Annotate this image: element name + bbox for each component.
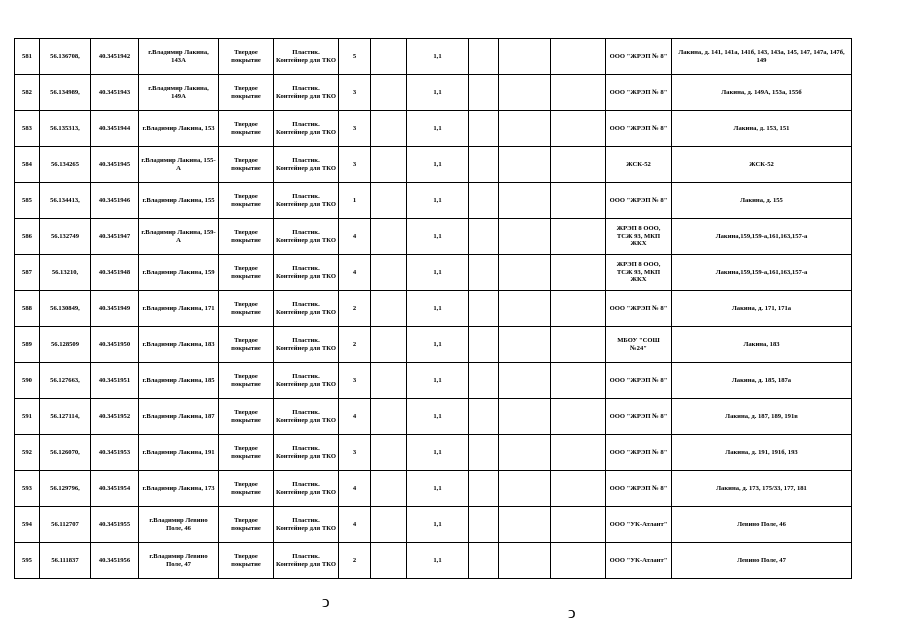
latitude-cell: 56.127663, [40, 363, 91, 399]
table-row [15, 219, 852, 255]
volume-cell: 1,1 [407, 75, 469, 111]
empty-cell [469, 75, 499, 111]
volume-cell: 1,1 [407, 399, 469, 435]
longitude-cell: 40.3451956 [91, 543, 139, 579]
empty-cell [499, 255, 551, 291]
table-row [15, 39, 852, 75]
empty-cell [551, 327, 606, 363]
container-count-cell: 3 [339, 435, 371, 471]
waste-sources-cell: Лакина, д. 187, 189, 191в [672, 399, 852, 435]
container-count-cell: 2 [339, 291, 371, 327]
empty-cell [499, 507, 551, 543]
longitude-cell: 40.3451951 [91, 363, 139, 399]
empty-cell [371, 219, 407, 255]
container-type-cell: Пластик. Контейнер для ТКО [274, 507, 339, 543]
longitude-cell: 40.3451954 [91, 471, 139, 507]
empty-cell [499, 471, 551, 507]
latitude-cell: 56.128509 [40, 327, 91, 363]
table-row [15, 327, 852, 363]
address-cell: г.Владимир Лакина, 187 [139, 399, 219, 435]
address-cell: г.Владимир Лакина, 173 [139, 471, 219, 507]
waste-sources-cell: Лакина, д. 141, 141а, 141б, 143, 143а, 145, 147, 147а, 147б, 149 [672, 39, 852, 75]
longitude-cell: 40.3451950 [91, 327, 139, 363]
volume-cell: 1,1 [407, 471, 469, 507]
container-count-cell: 3 [339, 147, 371, 183]
volume-cell: 1,1 [407, 543, 469, 579]
empty-cell [551, 399, 606, 435]
empty-cell [499, 543, 551, 579]
surface-cell: Твердое покрытие [219, 255, 274, 291]
container-count-cell: 4 [339, 399, 371, 435]
row-number: 583 [15, 111, 40, 147]
empty-cell [469, 327, 499, 363]
waste-sources-cell: Лакина, д. 185, 187а [672, 363, 852, 399]
empty-cell [371, 543, 407, 579]
container-count-cell: 4 [339, 219, 371, 255]
row-number: 588 [15, 291, 40, 327]
empty-cell [371, 435, 407, 471]
surface-cell: Твердое покрытие [219, 363, 274, 399]
waste-sources-cell: Лакина, д. 149А, 153а, 155б [672, 75, 852, 111]
empty-cell [469, 219, 499, 255]
owner-cell: ООО "ЖРЭП № 8" [606, 363, 672, 399]
scan-mark-right: ↄ [568, 603, 576, 622]
empty-cell [371, 111, 407, 147]
empty-cell [499, 219, 551, 255]
latitude-cell: 56.134265 [40, 147, 91, 183]
empty-cell [371, 291, 407, 327]
empty-cell [499, 183, 551, 219]
longitude-cell: 40.3451946 [91, 183, 139, 219]
address-cell: г.Владимир Лакина, 155-А [139, 147, 219, 183]
table-row [15, 507, 852, 543]
empty-cell [499, 435, 551, 471]
surface-cell: Твердое покрытие [219, 507, 274, 543]
empty-cell [551, 363, 606, 399]
container-count-cell: 3 [339, 111, 371, 147]
owner-cell: ООО "ЖРЭП № 8" [606, 75, 672, 111]
volume-cell: 1,1 [407, 435, 469, 471]
container-type-cell: Пластик. Контейнер для ТКО [274, 363, 339, 399]
table-row [15, 363, 852, 399]
latitude-cell: 56.13210, [40, 255, 91, 291]
table-row [15, 147, 852, 183]
owner-cell: ООО "ЖРЭП № 8" [606, 39, 672, 75]
empty-cell [499, 327, 551, 363]
empty-cell [499, 399, 551, 435]
address-cell: г.Владимир Левино Поле, 47 [139, 543, 219, 579]
latitude-cell: 56.136708, [40, 39, 91, 75]
latitude-cell: 56.126070, [40, 435, 91, 471]
latitude-cell: 56.111837 [40, 543, 91, 579]
owner-cell: ООО "ЖРЭП № 8" [606, 435, 672, 471]
empty-cell [499, 291, 551, 327]
longitude-cell: 40.3451942 [91, 39, 139, 75]
container-type-cell: Пластик. Контейнер для ТКО [274, 471, 339, 507]
waste-sources-cell: Лакина,159,159-а,161,163,157-а [672, 255, 852, 291]
waste-sources-cell: Левино Поле, 46 [672, 507, 852, 543]
latitude-cell: 56.129796, [40, 471, 91, 507]
volume-cell: 1,1 [407, 111, 469, 147]
address-cell: г.Владимир Лакина, 149А [139, 75, 219, 111]
empty-cell [469, 183, 499, 219]
empty-cell [551, 507, 606, 543]
longitude-cell: 40.3451949 [91, 291, 139, 327]
container-count-cell: 4 [339, 507, 371, 543]
surface-cell: Твердое покрытие [219, 75, 274, 111]
row-number: 582 [15, 75, 40, 111]
container-type-cell: Пластик. Контейнер для ТКО [274, 399, 339, 435]
volume-cell: 1,1 [407, 183, 469, 219]
table-row [15, 543, 852, 579]
row-number: 592 [15, 435, 40, 471]
volume-cell: 1,1 [407, 291, 469, 327]
empty-cell [499, 111, 551, 147]
volume-cell: 1,1 [407, 507, 469, 543]
empty-cell [499, 39, 551, 75]
row-number: 591 [15, 399, 40, 435]
volume-cell: 1,1 [407, 255, 469, 291]
table-row [15, 471, 852, 507]
container-count-cell: 5 [339, 39, 371, 75]
empty-cell [499, 75, 551, 111]
container-count-cell: 1 [339, 183, 371, 219]
longitude-cell: 40.3451955 [91, 507, 139, 543]
volume-cell: 1,1 [407, 327, 469, 363]
latitude-cell: 56.135313, [40, 111, 91, 147]
address-cell: г.Владимир Лакина, 183 [139, 327, 219, 363]
empty-cell [469, 39, 499, 75]
table-row [15, 399, 852, 435]
longitude-cell: 40.3451943 [91, 75, 139, 111]
empty-cell [551, 75, 606, 111]
empty-cell [371, 363, 407, 399]
address-cell: г.Владимир Лакина, 155 [139, 183, 219, 219]
empty-cell [551, 183, 606, 219]
empty-cell [469, 363, 499, 399]
empty-cell [551, 435, 606, 471]
row-number: 595 [15, 543, 40, 579]
volume-cell: 1,1 [407, 147, 469, 183]
table-row [15, 435, 852, 471]
surface-cell: Твердое покрытие [219, 471, 274, 507]
waste-sources-cell: Лакина, д. 171, 171а [672, 291, 852, 327]
surface-cell: Твердое покрытие [219, 39, 274, 75]
empty-cell [371, 471, 407, 507]
empty-cell [551, 111, 606, 147]
empty-cell [469, 435, 499, 471]
latitude-cell: 56.127114, [40, 399, 91, 435]
address-cell: г.Владимир Лакина, 185 [139, 363, 219, 399]
container-count-cell: 4 [339, 471, 371, 507]
address-cell: г.Владимир Лакина, 159-А [139, 219, 219, 255]
waste-sources-cell: Лакина, д. 191, 191б, 193 [672, 435, 852, 471]
row-number: 587 [15, 255, 40, 291]
longitude-cell: 40.3451944 [91, 111, 139, 147]
row-number: 586 [15, 219, 40, 255]
container-type-cell: Пластик. Контейнер для ТКО [274, 435, 339, 471]
empty-cell [371, 255, 407, 291]
empty-cell [551, 543, 606, 579]
longitude-cell: 40.3451952 [91, 399, 139, 435]
container-type-cell: Пластик. Контейнер для ТКО [274, 39, 339, 75]
owner-cell: ООО "ЖРЭП № 8" [606, 291, 672, 327]
row-number: 589 [15, 327, 40, 363]
table-row [15, 111, 852, 147]
waste-sources-cell: Лакина, д. 153, 151 [672, 111, 852, 147]
row-number: 584 [15, 147, 40, 183]
empty-cell [469, 507, 499, 543]
waste-sources-cell: Левино Поле, 47 [672, 543, 852, 579]
container-count-cell: 2 [339, 543, 371, 579]
waste-sources-cell: Лакина, д. 173, 175/33, 177, 181 [672, 471, 852, 507]
volume-cell: 1,1 [407, 39, 469, 75]
owner-cell: ЖРЭП 8 ООО, ТСЖ 93, МКП ЖКХ [606, 219, 672, 255]
empty-cell [551, 255, 606, 291]
container-count-cell: 4 [339, 255, 371, 291]
empty-cell [371, 507, 407, 543]
owner-cell: ООО "ЖРЭП № 8" [606, 399, 672, 435]
row-number: 585 [15, 183, 40, 219]
table-row [15, 291, 852, 327]
latitude-cell: 56.134413, [40, 183, 91, 219]
owner-cell: ЖСК-52 [606, 147, 672, 183]
container-type-cell: Пластик. Контейнер для ТКО [274, 111, 339, 147]
empty-cell [551, 147, 606, 183]
owner-cell: ООО "ЖРЭП № 8" [606, 183, 672, 219]
container-type-cell: Пластик. Контейнер для ТКО [274, 75, 339, 111]
owner-cell: ООО "ЖРЭП № 8" [606, 111, 672, 147]
waste-sources-cell: Лакина, 183 [672, 327, 852, 363]
waste-sources-cell: ЖСК-52 [672, 147, 852, 183]
longitude-cell: 40.3451948 [91, 255, 139, 291]
address-cell: г.Владимир Лакина, 159 [139, 255, 219, 291]
surface-cell: Твердое покрытие [219, 291, 274, 327]
empty-cell [499, 363, 551, 399]
row-number: 593 [15, 471, 40, 507]
surface-cell: Твердое покрытие [219, 183, 274, 219]
container-type-cell: Пластик. Контейнер для ТКО [274, 183, 339, 219]
owner-cell: МБОУ "СОШ №24" [606, 327, 672, 363]
empty-cell [469, 111, 499, 147]
waste-sources-cell: Лакина,159,159-а,161,163,157-а [672, 219, 852, 255]
empty-cell [371, 183, 407, 219]
table-row [15, 75, 852, 111]
container-type-cell: Пластик. Контейнер для ТКО [274, 543, 339, 579]
latitude-cell: 56.130849, [40, 291, 91, 327]
table-row [15, 255, 852, 291]
waste-sources-cell: Лакина, д. 155 [672, 183, 852, 219]
owner-cell: ООО "УК-Атлант" [606, 543, 672, 579]
surface-cell: Твердое покрытие [219, 399, 274, 435]
empty-cell [469, 543, 499, 579]
container-type-cell: Пластик. Контейнер для ТКО [274, 291, 339, 327]
empty-cell [469, 291, 499, 327]
owner-cell: ООО "ЖРЭП № 8" [606, 471, 672, 507]
container-type-cell: Пластик. Контейнер для ТКО [274, 255, 339, 291]
longitude-cell: 40.3451947 [91, 219, 139, 255]
container-type-cell: Пластик. Контейнер для ТКО [274, 327, 339, 363]
empty-cell [371, 399, 407, 435]
empty-cell [469, 471, 499, 507]
row-number: 590 [15, 363, 40, 399]
owner-cell: ЖРЭП 8 ООО, ТСЖ 93, МКП ЖКХ [606, 255, 672, 291]
surface-cell: Твердое покрытие [219, 435, 274, 471]
address-cell: г.Владимир Лакина, 143А [139, 39, 219, 75]
surface-cell: Твердое покрытие [219, 327, 274, 363]
empty-cell [551, 291, 606, 327]
row-number: 581 [15, 39, 40, 75]
address-cell: г.Владимир Лакина, 191 [139, 435, 219, 471]
empty-cell [469, 399, 499, 435]
longitude-cell: 40.3451945 [91, 147, 139, 183]
container-type-cell: Пластик. Контейнер для ТКО [274, 147, 339, 183]
latitude-cell: 56.132749 [40, 219, 91, 255]
empty-cell [371, 327, 407, 363]
address-cell: г.Владимир Лакина, 153 [139, 111, 219, 147]
empty-cell [371, 147, 407, 183]
container-count-cell: 3 [339, 363, 371, 399]
container-count-cell: 2 [339, 327, 371, 363]
empty-cell [469, 255, 499, 291]
register-table [14, 38, 852, 579]
empty-cell [551, 471, 606, 507]
empty-cell [371, 39, 407, 75]
container-type-cell: Пластик. Контейнер для ТКО [274, 219, 339, 255]
row-number: 594 [15, 507, 40, 543]
latitude-cell: 56.134989, [40, 75, 91, 111]
latitude-cell: 56.112707 [40, 507, 91, 543]
empty-cell [551, 219, 606, 255]
empty-cell [371, 75, 407, 111]
owner-cell: ООО "УК-Атлант" [606, 507, 672, 543]
table-row [15, 183, 852, 219]
address-cell: г.Владимир Левино Поле, 46 [139, 507, 219, 543]
surface-cell: Твердое покрытие [219, 219, 274, 255]
empty-cell [469, 147, 499, 183]
scan-mark-left: ↄ [322, 592, 330, 611]
empty-cell [499, 147, 551, 183]
longitude-cell: 40.3451953 [91, 435, 139, 471]
empty-cell [551, 39, 606, 75]
volume-cell: 1,1 [407, 219, 469, 255]
container-count-cell: 3 [339, 75, 371, 111]
address-cell: г.Владимир Лакина, 171 [139, 291, 219, 327]
surface-cell: Твердое покрытие [219, 543, 274, 579]
surface-cell: Твердое покрытие [219, 147, 274, 183]
surface-cell: Твердое покрытие [219, 111, 274, 147]
volume-cell: 1,1 [407, 363, 469, 399]
